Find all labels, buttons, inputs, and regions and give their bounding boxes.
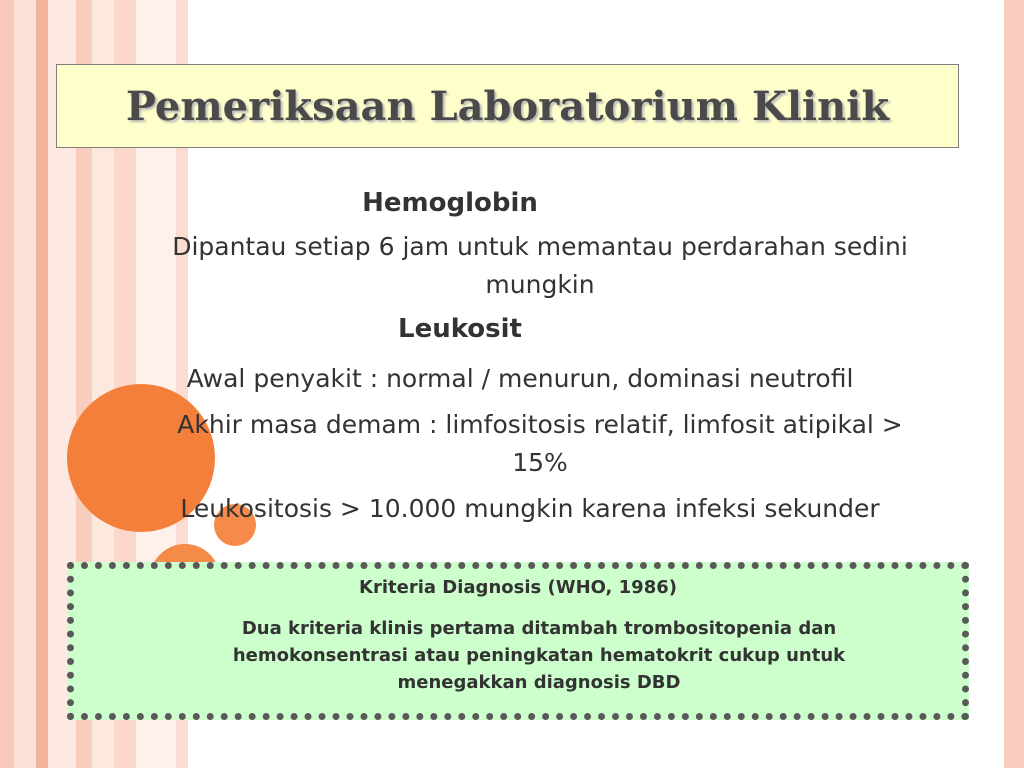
right-stripe-decoration: [1004, 0, 1024, 768]
body-line: 15%: [512, 448, 568, 477]
body-line: Akhir masa demam : limfositosis relatif, limfosit atipikal >: [177, 410, 903, 439]
body-line: Leukositosis > 10.000 mungkin karena infeksi sekunder: [180, 494, 880, 523]
criteria-box: [67, 562, 969, 720]
criteria-body: [169, 615, 909, 696]
title-box: [56, 64, 959, 148]
section-heading-hemoglobin: Hemoglobin: [362, 188, 538, 218]
body-line: Awal penyakit : normal / menurun, dominasi neutrofil: [186, 364, 854, 393]
body-line: mungkin: [485, 270, 595, 299]
stripe: [0, 0, 14, 768]
stripe: [14, 0, 36, 768]
criteria-line: hemokonsentrasi atau peningkatan hematokrit cukup untuk: [232, 645, 846, 666]
section-heading-leukosit: Leukosit: [398, 314, 522, 344]
criteria-line: Dua kriteria klinis pertama ditambah trombositopenia dan: [241, 618, 837, 639]
criteria-line: menegakkan diagnosis DBD: [397, 672, 681, 693]
slide-title: Pemeriksaan Laboratorium Klinik: [125, 83, 890, 130]
body-line: Dipantau setiap 6 jam untuk memantau perdarahan sedini: [172, 232, 908, 261]
stripe: [36, 0, 48, 768]
criteria-title: Kriteria Diagnosis (WHO, 1986): [359, 577, 677, 598]
